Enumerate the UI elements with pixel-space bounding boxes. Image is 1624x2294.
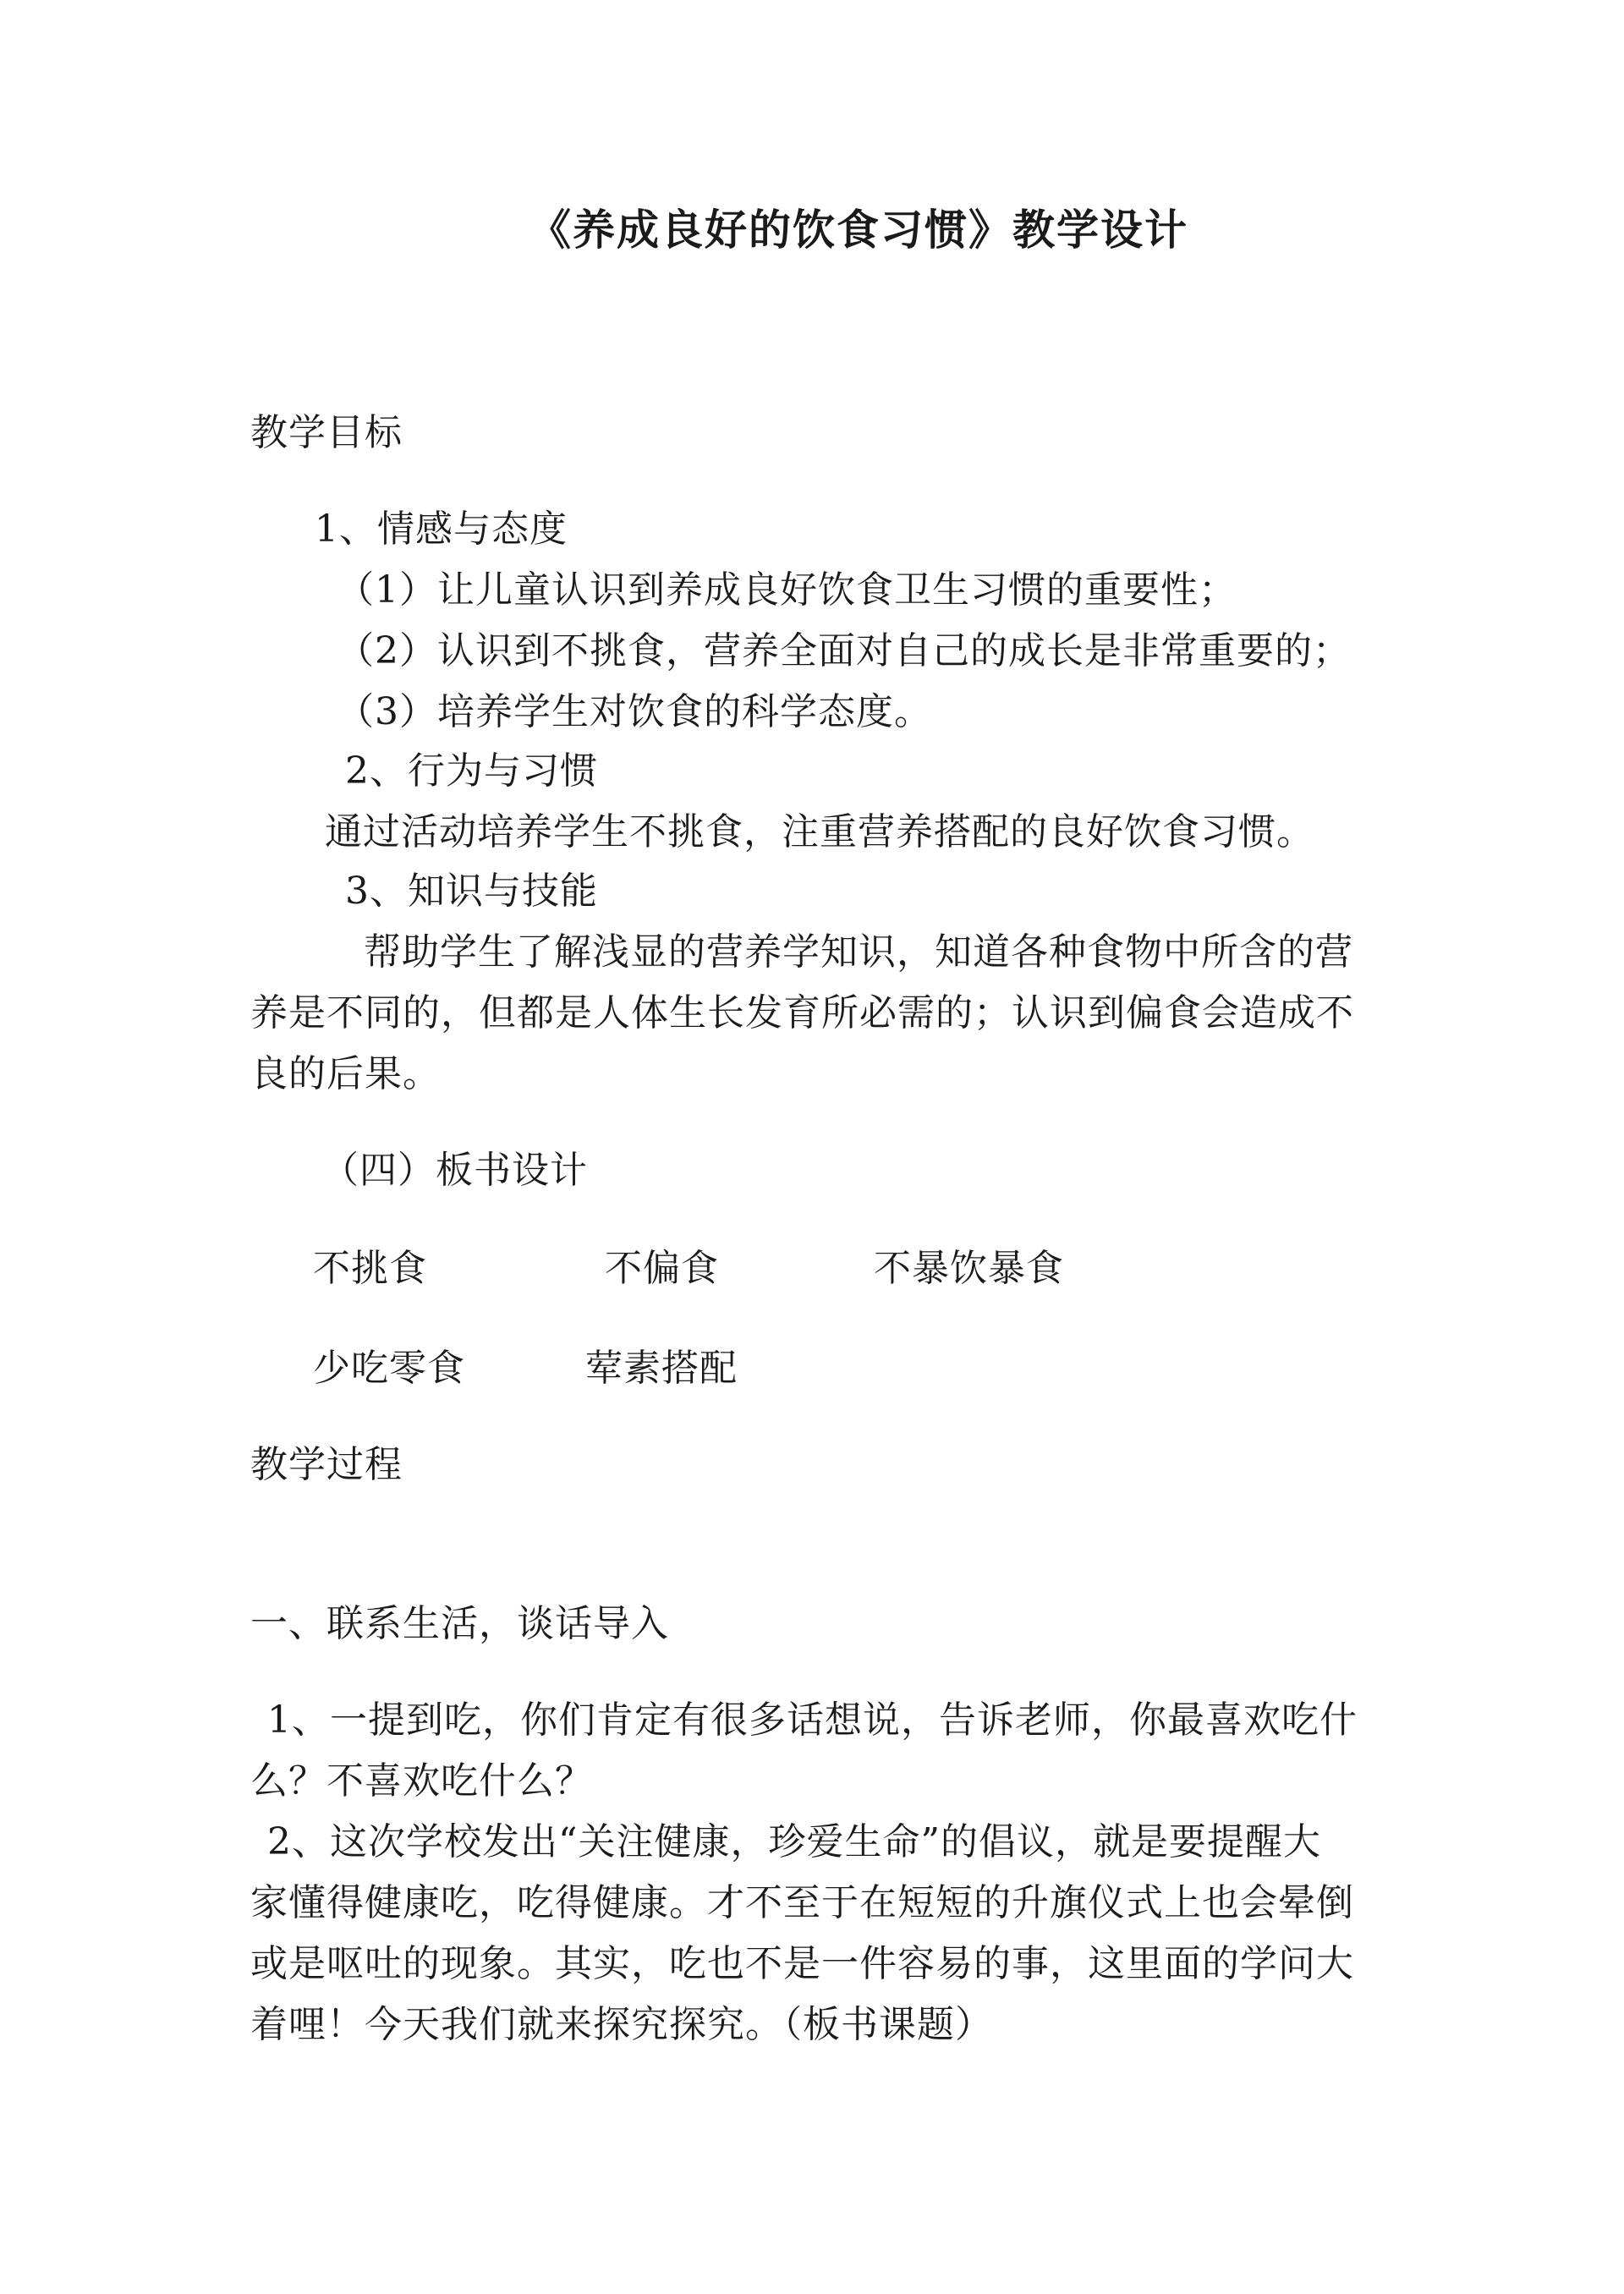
section3-line-2: 养是不同的，但都是人体生长发育所必需的；认识到偏食会造成不	[250, 991, 1354, 1034]
objective-item-1: （1）让儿童认识到养成良好饮食卫生习惯的重要性；	[337, 568, 1237, 612]
part1-p1-line-1: 1、一提到吃，你们肯定有很多话想说，告诉老师，你最喜欢吃什	[267, 1699, 1358, 1742]
part1-p2-line-2: 家懂得健康吃，吃得健康。才不至于在短短的升旗仪式上也会晕倒	[250, 1881, 1354, 1924]
section2-heading: 2、行为与习惯	[345, 749, 598, 793]
objective-item-2: （2）认识到不挑食，营养全面对自己的成长是非常重要的；	[337, 629, 1351, 672]
part1-heading: 一、联系生活，谈话导入	[250, 1602, 669, 1645]
process-heading: 教学过程	[250, 1443, 403, 1486]
part1-p2-line-1: 2、这次学校发出“关注健康，珍爱生命”的倡议，就是要提醒大	[267, 1820, 1321, 1863]
board-heading: （四）板书设计	[321, 1149, 588, 1192]
section3-heading: 3、知识与技能	[345, 870, 598, 913]
part1-p1-line-2: 么？不喜欢吃什么？	[250, 1759, 593, 1803]
board-item: 不暴饮暴食	[874, 1247, 1064, 1290]
section3-line-3: 良的后果。	[250, 1052, 441, 1095]
part1-p2-line-3: 或是呕吐的现象。其实，吃也不是一件容易的事，这里面的学问大	[250, 1942, 1354, 1985]
part1-p2-line-4: 着哩！今天我们就来探究探究。（板书课题）	[250, 2003, 993, 2046]
objectives-heading: 教学目标	[250, 411, 403, 454]
board-item: 荤素搭配	[585, 1347, 738, 1390]
section1-heading: 1、情感与态度	[315, 508, 568, 551]
board-item: 少吃零食	[313, 1347, 465, 1390]
section3-line-1: 帮助学生了解浅显的营养学知识，知道各种食物中所含的营	[364, 930, 1353, 974]
section2-text: 通过活动培养学生不挑食，注重营养搭配的良好饮食习惯。	[325, 810, 1314, 853]
board-item: 不挑食	[313, 1247, 427, 1290]
document-title: 《养成良好的饮食习惯》教学设计	[529, 205, 1188, 255]
board-item: 不偏食	[605, 1247, 719, 1290]
objective-item-3: （3）培养学生对饮食的科学态度。	[337, 690, 932, 733]
